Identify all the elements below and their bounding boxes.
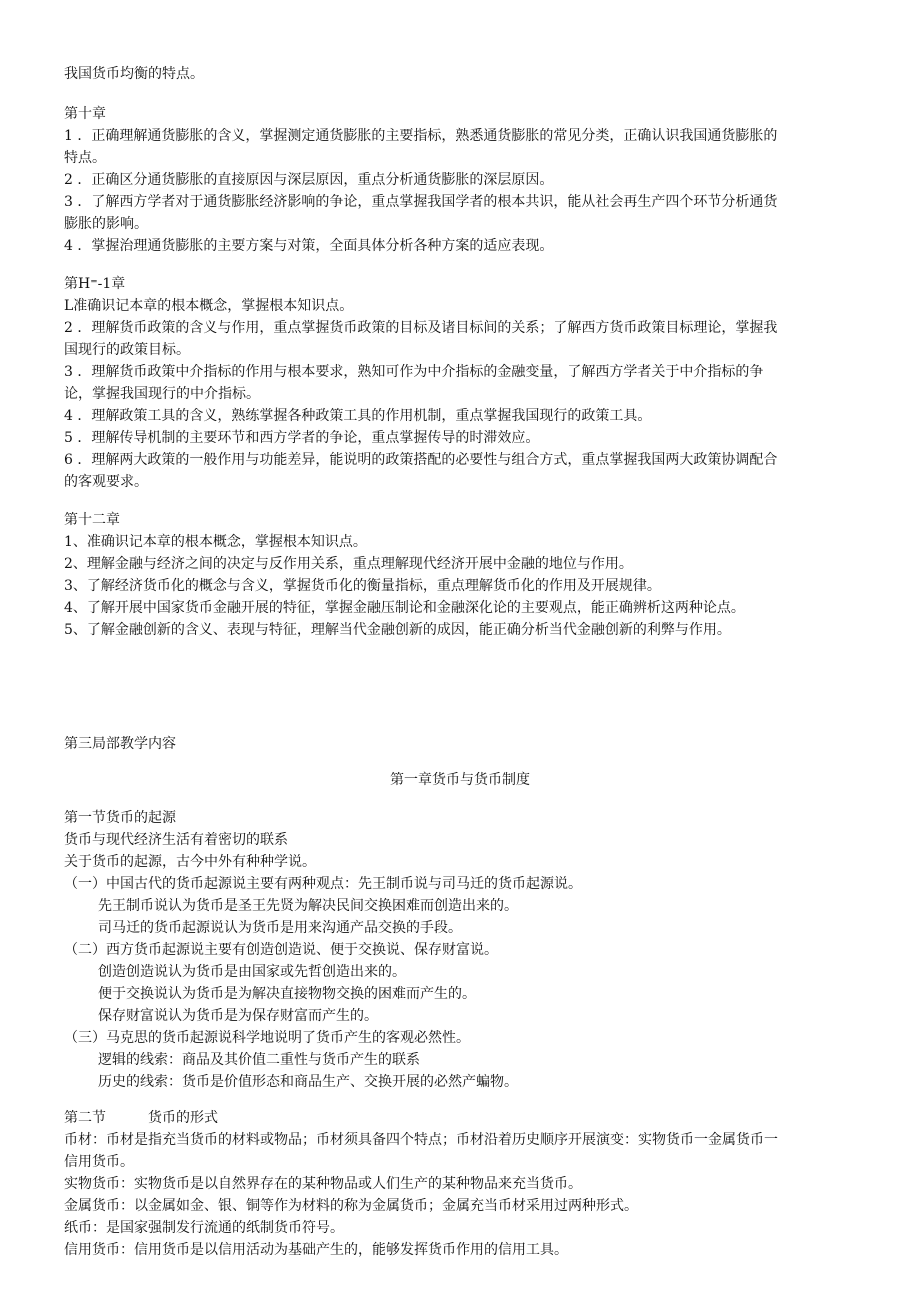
text-line: 4 ．理解政策工具的含义，熟练掌握各种政策工具的作用机制，重点掌握我国现行的政策工具。 bbox=[64, 408, 652, 424]
text-line: 便于交换说认为货币是为解决直接物物交换的困难而产生的。 bbox=[98, 986, 476, 1002]
text-line: 国现行的政策目标。 bbox=[64, 342, 190, 358]
text-line: 4、了解开展中国家货币金融开展的特征，掌握金融压制论和金融深化论的主要观点，能正确辨析这两种论点。 bbox=[64, 600, 745, 616]
text-line: 1、准确识记本章的根本概念，掌握根本知识点。 bbox=[64, 534, 367, 550]
text-line: 关于货币的起源，古今中外有种种学说。 bbox=[64, 854, 316, 870]
text-line: L准确识记本章的根本概念，掌握根本知识点。 bbox=[64, 298, 354, 314]
text-line: 币材：币材是指充当货币的材料或物品；币材须具备四个特点；币材沿着历史顺序开展演变：实物货币一金属货币一 bbox=[64, 1132, 778, 1148]
section-heading: 第二节 货币的形式 bbox=[64, 1110, 218, 1126]
text-line: 我国货币均衡的特点。 bbox=[64, 66, 204, 82]
text-line: 2 ．正确区分通货膨胀的直接原因与深层原因，重点分析通货膨胀的深层原因。 bbox=[64, 172, 554, 188]
text-line: 金属货币：以金属如金、银、铜等作为材料的称为金属货币；金属充当币材采用过两种形式。 bbox=[64, 1198, 638, 1214]
text-line: 6 ．理解两大政策的一般作用与功能差异，能说明的政策搭配的必要性与组合方式，重点掌握我国两大政策协调配合 bbox=[64, 452, 778, 468]
text-line: 保存财富说认为货币是为保存财富而产生的。 bbox=[98, 1008, 378, 1024]
text-line: 4 ．掌握治理通货膨胀的主要方案与对策，全面具体分析各种方案的适应表现。 bbox=[64, 238, 554, 254]
text-line: 实物货币：实物货币是以自然界存在的某种物品或人们生产的某种物品来充当货币。 bbox=[64, 1176, 582, 1192]
text-line: 司马迁的货币起源说认为货币是用来沟通产品交换的手段。 bbox=[98, 920, 462, 936]
text-line: 论，掌握我国现行的中介指标。 bbox=[64, 386, 260, 402]
text-line: 逻辑的线索：商品及其价值二重性与货币产生的联系 bbox=[98, 1052, 420, 1068]
section-heading: 第一节货币的起源 bbox=[64, 810, 176, 826]
text-line: 2、理解金融与经济之间的决定与反作用关系，重点理解现代经济开展中金融的地位与作用。 bbox=[64, 556, 633, 572]
chapter-heading: 第Η⁼-1章 bbox=[64, 276, 126, 292]
text-line: 历史的线索：货币是价值形态和商品生产、交换开展的必然产蝙物。 bbox=[98, 1074, 518, 1090]
text-line: 2 ．理解货币政策的含义与作用，重点掌握货币政策的目标及诸目标间的关系；了解西方货币政策目标理论，掌握我 bbox=[64, 320, 778, 336]
text-line: 5、了解金融创新的含义、表现与特征，理解当代金融创新的成因，能正确分析当代金融创新的利弊与作用。 bbox=[64, 622, 731, 638]
text-line: 信用货币。 bbox=[64, 1154, 134, 1170]
text-line: 创造创造说认为货币是由国家或先哲创造出来的。 bbox=[98, 964, 406, 980]
text-line: 3 ．了解西方学者对于通货膨胀经济影响的争论，重点掌握我国学者的根本共识，能从社会再生产四个环节分析通货 bbox=[64, 194, 778, 210]
chapter-heading: 第十二章 bbox=[64, 512, 120, 528]
text-line: 3、了解经济货币化的概念与含义，掌握货币化的衡量指标，重点理解货币化的作用及开展规律。 bbox=[64, 578, 661, 594]
text-line: 膨胀的影响。 bbox=[64, 216, 148, 232]
text-line: （三）马克思的货币起源说科学地说明了货币产生的客观必然性。 bbox=[64, 1030, 470, 1046]
text-line: 5 ．理解传导机制的主要环节和西方学者的争论，重点掌握传导的时滞效应。 bbox=[64, 430, 540, 446]
text-line: 特点。 bbox=[64, 150, 106, 166]
text-line: 1 ．正确理解通货膨胀的含义，掌握测定通货膨胀的主要指标，熟悉通货膨胀的常见分类，正确认识我国通货膨胀的 bbox=[64, 128, 778, 144]
text-line: 的客观要求。 bbox=[64, 474, 148, 490]
text-line: 纸币：是国家强制发行流通的纸制货币符号。 bbox=[64, 1220, 344, 1236]
chapter-heading: 第十章 bbox=[64, 106, 106, 122]
text-line: （一）中国古代的货币起源说主要有两种观点：先王制币说与司马迁的货币起源说。 bbox=[64, 876, 582, 892]
text-line: 信用货币：信用货币是以信用活动为基础产生的，能够发挥货币作用的信用工具。 bbox=[64, 1242, 568, 1258]
text-line: 货币与现代经济生活有着密切的联系 bbox=[64, 832, 288, 848]
chapter-title: 第一章货币与货币制度 bbox=[390, 772, 530, 788]
text-line: 先王制币说认为货币是圣王先贤为解决民间交换困难而创造出来的。 bbox=[98, 898, 518, 914]
text-line: 3 ．理解货币政策中介指标的作用与根本要求，熟知可作为中介指标的金融变量，了解西方学者关于中介指标的争 bbox=[64, 364, 764, 380]
part-heading: 第三局部教学内容 bbox=[64, 736, 176, 752]
text-line: （二）西方货币起源说主要有创造创造说、便于交换说、保存财富说。 bbox=[64, 942, 498, 958]
